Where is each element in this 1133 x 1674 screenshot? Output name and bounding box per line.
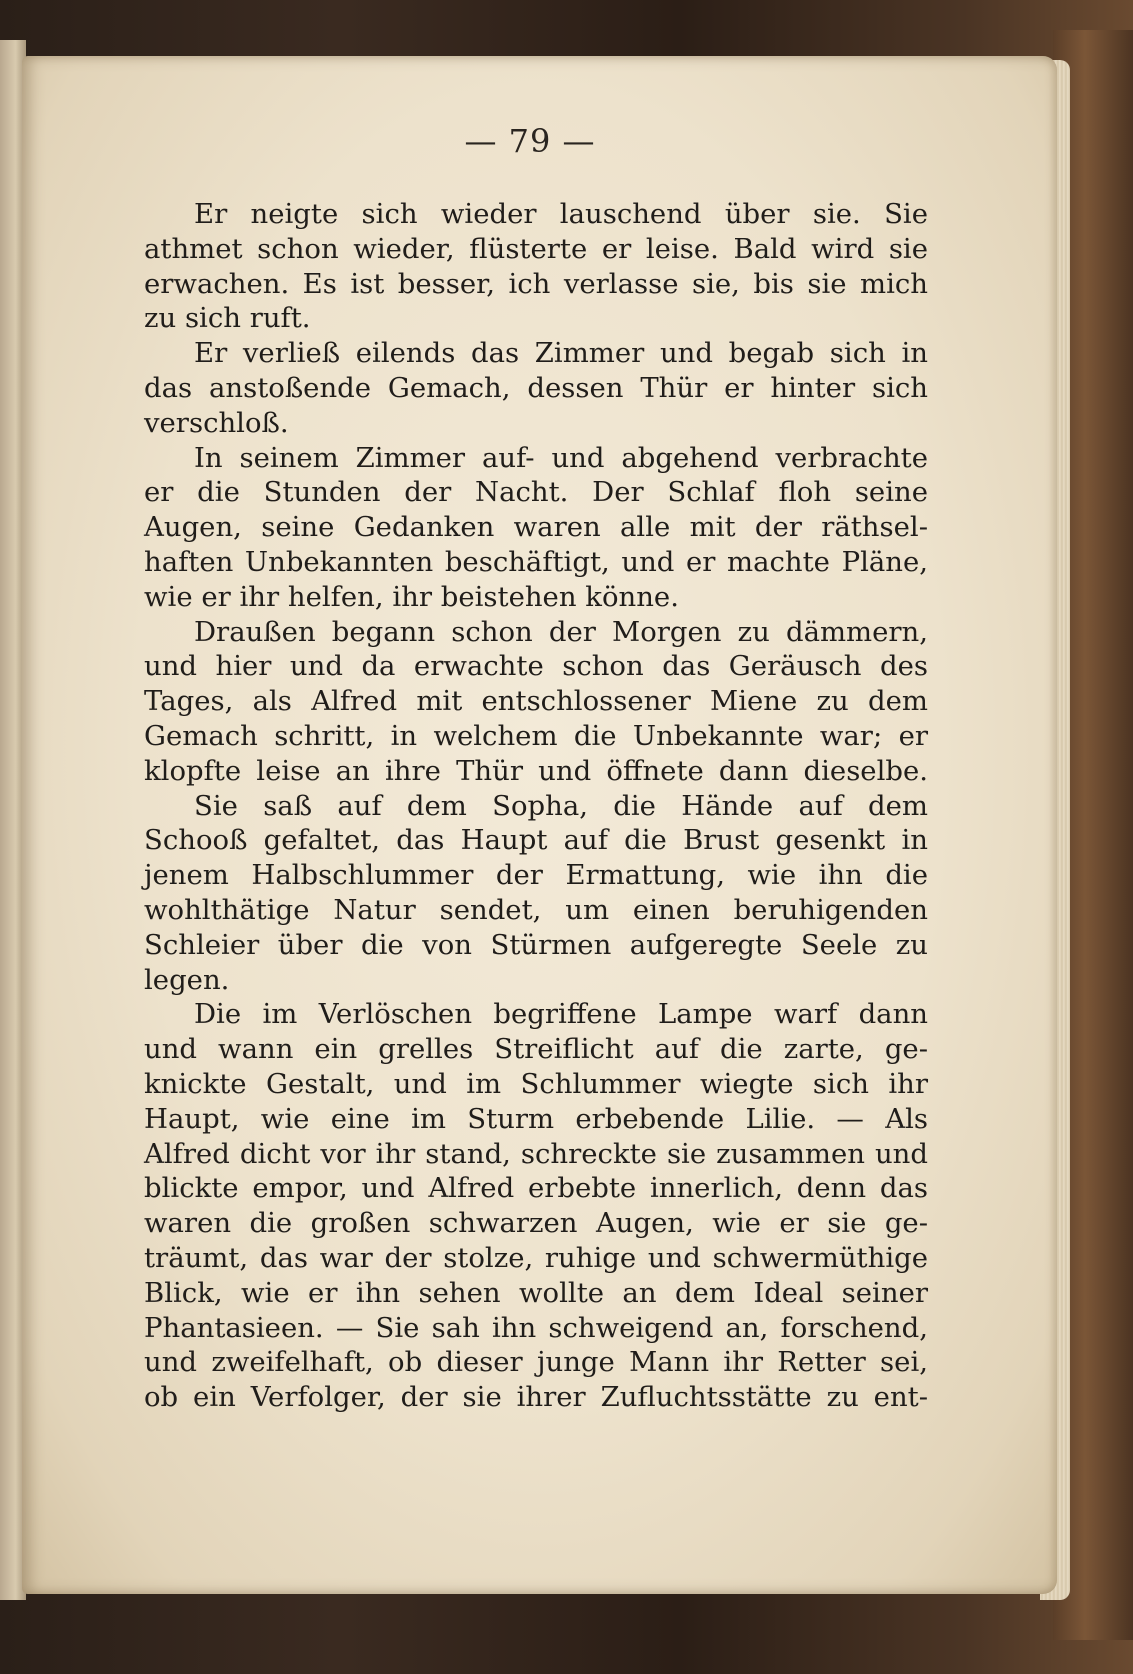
text-line: das anstoßende Gemach, dessen Thür er hinter sich [144, 371, 928, 404]
text-line: jenem Halbschlummer der Ermattung, wie ihn die [144, 859, 928, 892]
text-line: klopfte leise an ihre Thür und öffnete dann dieselbe. [144, 754, 928, 787]
text-line: In seinem Zimmer auf- und abgehend verbrachte [194, 441, 928, 474]
text-line: Phantasieen. — Sie sah ihn schweigend an, forschend, [144, 1311, 928, 1344]
text-line: Augen, seine Gedanken waren alle mit der räthsel- [144, 511, 928, 544]
text-line: verschloß. [144, 406, 289, 439]
text-line: Sie saß auf dem Sopha, die Hände auf dem [194, 789, 928, 822]
text-line: Draußen begann schon der Morgen zu dämmern, [194, 615, 928, 648]
text-line: zu sich ruft. [144, 302, 311, 335]
text-line: ob ein Verfolger, der sie ihrer Zufluchtsstätte zu ent- [144, 1381, 928, 1414]
text-line: Blick, wie er ihn sehen wollte an dem Ideal seiner [144, 1276, 928, 1309]
page-number: — 79 — [464, 122, 596, 160]
text-line: er die Stunden der Nacht. Der Schlaf floh seine [144, 476, 928, 509]
text-line: Gemach schritt, in welchem die Unbekannte war; er [144, 719, 928, 752]
text-line: Schleier über die von Stürmen aufgeregte Seele zu [144, 928, 928, 961]
text-line: träumt, das war der stolze, ruhige und schwermüthige [144, 1241, 928, 1274]
text-line: Er neigte sich wieder lauschend über sie. Sie [194, 198, 928, 230]
text-line: legen. [144, 963, 230, 996]
text-line: waren die großen schwarzen Augen, wie er sie ge- [144, 1207, 928, 1240]
text-line: Haupt, wie eine im Sturm erbebende Lilie. — Als [144, 1102, 928, 1135]
text-line: erwachen. Es ist besser, ich verlasse sie, bis sie mich [144, 267, 928, 300]
body-text [144, 197, 928, 1415]
text-line: athmet schon wieder, flüsterte er leise. Bald wird sie [144, 232, 928, 265]
text-line: Die im Verlöschen begriffene Lampe warf dann [194, 998, 928, 1031]
text-line: und wann ein grelles Streiflicht auf die zarte, ge- [144, 1033, 928, 1066]
text-line: Er verließ eilends das Zimmer und begab sich in [194, 337, 928, 370]
text-line: knickte Gestalt, und im Schlummer wiegte sich ihr [144, 1067, 928, 1100]
text-line: Schooß gefaltet, das Haupt auf die Brust gesenkt in [144, 824, 928, 857]
text-line: haften Unbekannten beschäftigt, und er machte Pläne, [144, 545, 928, 578]
text-line: und hier und da erwachte schon das Geräusch des [144, 650, 928, 683]
text-line: und zweifelhaft, ob dieser junge Mann ihr Retter sei, [144, 1346, 928, 1379]
text-line: blickte empor, und Alfred erbebte innerlich, denn das [144, 1172, 928, 1205]
text-line: wie er ihr helfen, ihr beistehen könne. [144, 580, 679, 613]
text-line: wohlthätige Natur sendet, um einen beruhigenden [144, 893, 928, 926]
text-line: Tages, als Alfred mit entschlossener Miene zu dem [144, 685, 928, 718]
text-line: Alfred dicht vor ihr stand, schreckte sie zusammen und [144, 1137, 928, 1170]
